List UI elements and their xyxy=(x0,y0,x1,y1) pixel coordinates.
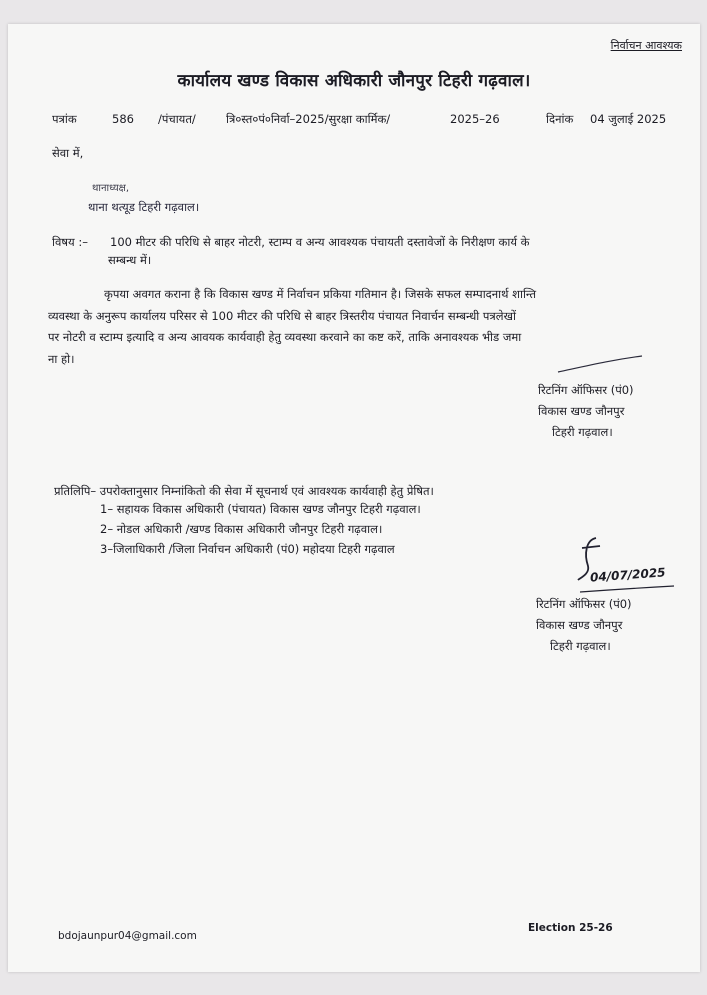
subject-line-2: सम्बन्ध में। xyxy=(108,253,152,267)
subject-line-1: 100 मीटर की परिधि से बाहर नोटरी, स्टाम्प व अन्य आवश्यक पंचायती दस्तावेजों के निरीक्षण कार्य के xyxy=(110,235,530,249)
signature-1-title: रिटनिंग ऑफिसर (पं0) xyxy=(538,383,634,397)
body-line-4: ना हो। xyxy=(48,351,75,366)
date-label: दिनांक xyxy=(546,112,574,126)
ref-code: त्रि०स्त०पं०निर्वा–2025/सुरक्षा कार्मिक/ xyxy=(226,112,391,126)
addressee-line-2: थाना थत्यूड टिहरी गढ़वाल। xyxy=(88,200,200,214)
subject-label: विषय :– xyxy=(52,235,88,249)
addressee-line-1: थानाध्यक्ष, xyxy=(92,183,130,194)
signature-2-district: टिहरी गढ़वाल। xyxy=(550,639,611,653)
signature-stroke-1 xyxy=(556,354,646,376)
copy-item-3: 3–जिलाधिकारी /जिला निर्वाचन अधिकारी (पं0) महोदया टिहरी गढ़वाल xyxy=(100,542,395,556)
signature-1-district: टिहरी गढ़वाल। xyxy=(552,425,613,439)
ref-label: पत्रांक xyxy=(52,112,77,126)
ref-year: 2025–26 xyxy=(450,112,500,126)
copy-item-1: 1– सहायक विकास अधिकारी (पंचायत) विकास खण्ड जौनपुर टिहरी गढ़वाल। xyxy=(100,502,421,516)
footer-election-ref: Election 25-26 xyxy=(528,922,613,934)
signature-block-2 xyxy=(536,594,632,657)
ref-dept: /पंचायत/ xyxy=(158,112,196,126)
office-title: कार्यालय खण्ड विकास अधिकारी जौनपुर टिहरी गढ़वाल। xyxy=(177,71,531,91)
body-line-1: कृपया अवगत कराना है कि विकास खण्ड में निर्वाचन प्रकिया गतिमान है। जिसके सफल सम्पादनार्थ शान्ति xyxy=(104,287,537,301)
salutation: सेवा में, xyxy=(52,146,84,160)
letter-page xyxy=(8,24,700,972)
body-line-3: पर नोटरी व स्टाम्प इत्यादि व अन्य आवयक कार्यवाही हेतु व्यवस्था करवाने का कष्ट करें, ताकि अनावश्यक भीड जमा xyxy=(48,330,522,344)
signature-2-office: विकास खण्ड जौनपुर xyxy=(536,618,623,632)
signature-1-office: विकास खण्ड जौनपुर xyxy=(538,404,625,418)
handwritten-date: 04/07/2025 xyxy=(589,565,666,585)
signature-block-1 xyxy=(538,380,634,443)
footer-email: bdojaunpur04@gmail.com xyxy=(58,930,197,942)
ref-date: 04 जुलाई 2025 xyxy=(590,112,667,126)
signature-2-title: रिटनिंग ऑफिसर (पं0) xyxy=(536,597,632,611)
election-tag: निर्वाचन आवश्यक xyxy=(610,39,682,52)
body-line-2: व्यवस्था के अनुरूप कार्यालय परिसर से 100 मीटर की परिधि से बाहर त्रिस्तरीय पंचायत निवार्चन सम्बन्धी पत्रलेखों xyxy=(48,308,516,323)
ref-number: 586 xyxy=(112,112,134,126)
copy-intro: प्रतिलिपि– उपरोक्तानुसार निम्नांकितो की सेवा में सूचनार्थ एवं आवश्यक कार्यवाही हेतु प्रेषित। xyxy=(54,484,434,498)
copy-item-2: 2– नोडल अधिकारी /खण्ड विकास अधिकारी जौनपुर टिहरी गढ़वाल। xyxy=(100,522,383,536)
